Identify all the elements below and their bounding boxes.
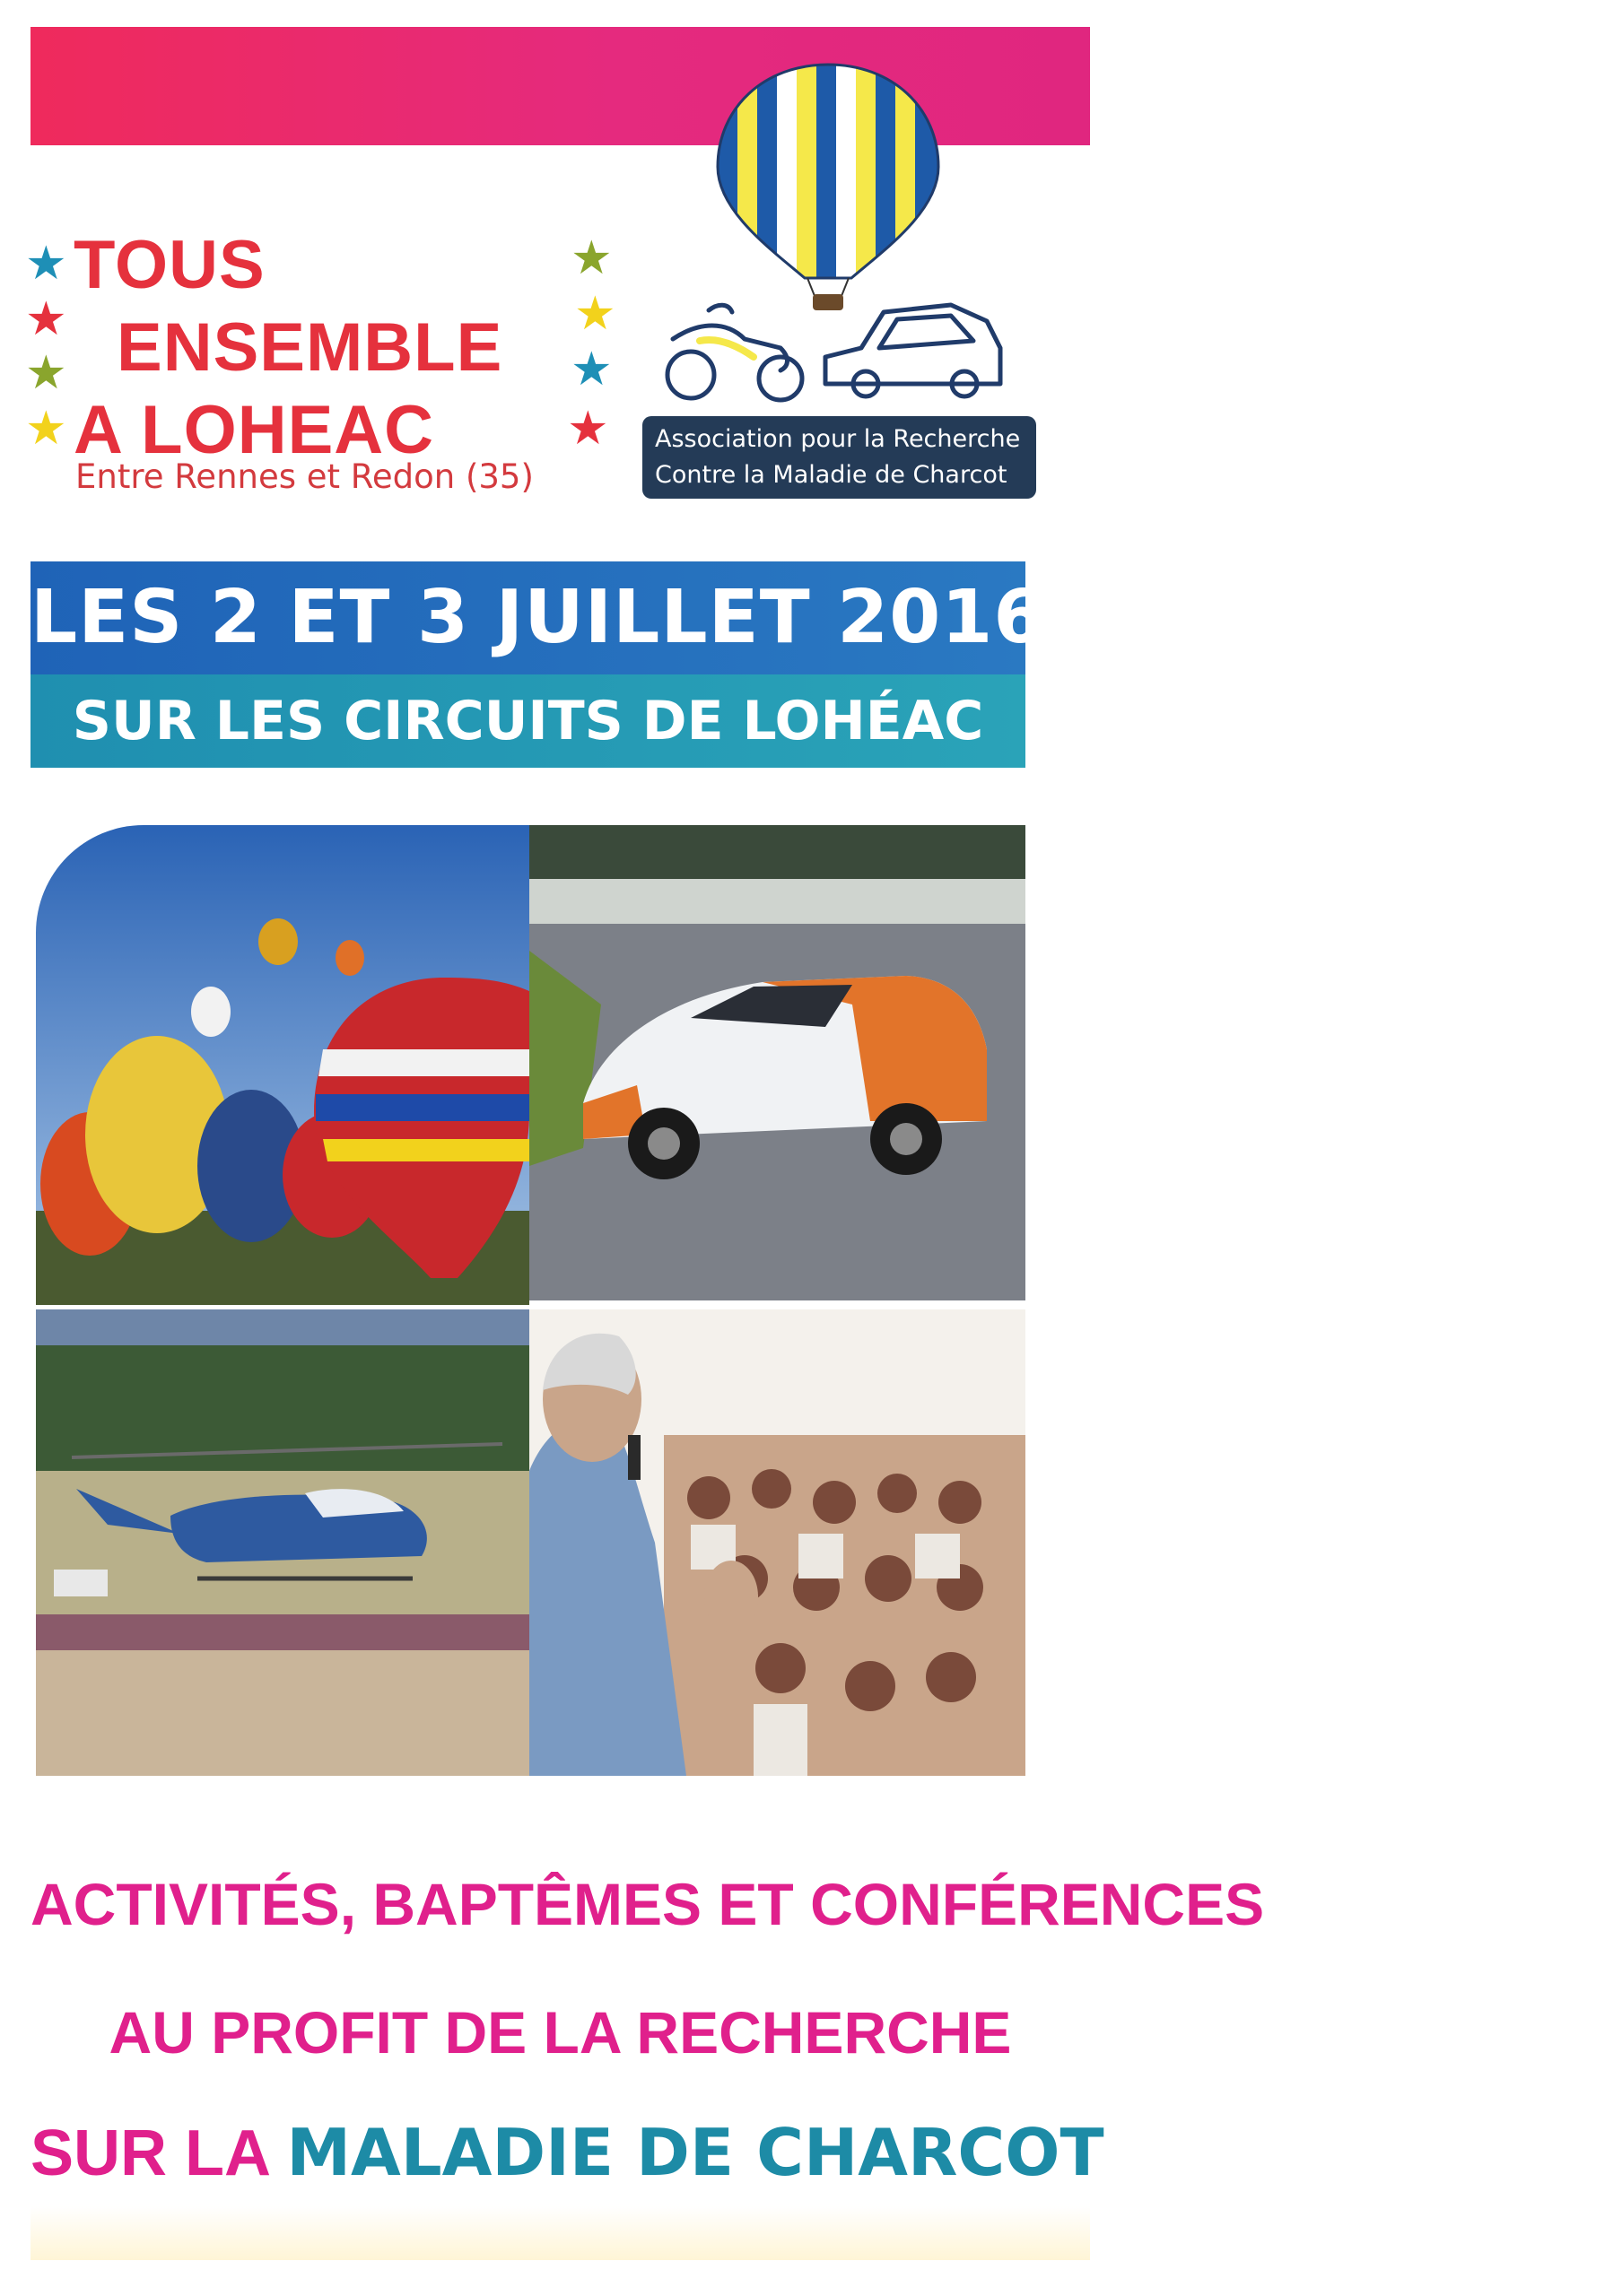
tagline-line-3-highlight: MALADIE DE CHARCOT [286, 2115, 1104, 2190]
race-car-photo [529, 825, 1025, 1300]
title-line-2: ENSEMBLE [117, 309, 503, 386]
star-icon: ★ [571, 231, 613, 285]
tagline-line-2: AU PROFIT DE LA RECHERCHE [109, 1999, 1012, 2066]
tagline-line-3 [31, 2115, 1104, 2190]
hot-air-balloon-icon [711, 61, 946, 312]
star-icon: ★ [25, 237, 67, 291]
tagline-line-3-prefix: SUR LA [31, 2118, 269, 2189]
location-subtitle: Entre Rennes et Redon (35) [75, 457, 534, 496]
title-line-3: A LOHEAC [74, 392, 435, 468]
star-icon: ★ [571, 343, 613, 396]
title-line-1: TOUS [74, 227, 266, 303]
helicopter-photo [36, 1309, 529, 1776]
star-icon: ★ [574, 287, 616, 341]
conference-photo [529, 1309, 1025, 1776]
event-date-banner: LES 2 ET 3 JUILLET 2016 [31, 561, 1025, 674]
motorcycle-and-car-icon [646, 285, 1023, 411]
association-line-2: Contre la Maladie de Charcot [655, 461, 1007, 489]
association-badge [642, 416, 1036, 499]
star-icon: ★ [25, 346, 67, 400]
balloons-photo [36, 825, 529, 1305]
event-place-banner: SUR LES CIRCUITS DE LOHÉAC [31, 674, 1025, 768]
tagline-line-1: ACTIVITÉS, BAPTÊMES ET CONFÉRENCES [31, 1871, 1265, 1937]
association-line-1: Association pour la Recherche [655, 425, 1021, 453]
bottom-fade-band [31, 2206, 1090, 2260]
star-icon: ★ [567, 402, 609, 456]
star-icon: ★ [25, 402, 67, 456]
star-icon: ★ [25, 292, 67, 346]
